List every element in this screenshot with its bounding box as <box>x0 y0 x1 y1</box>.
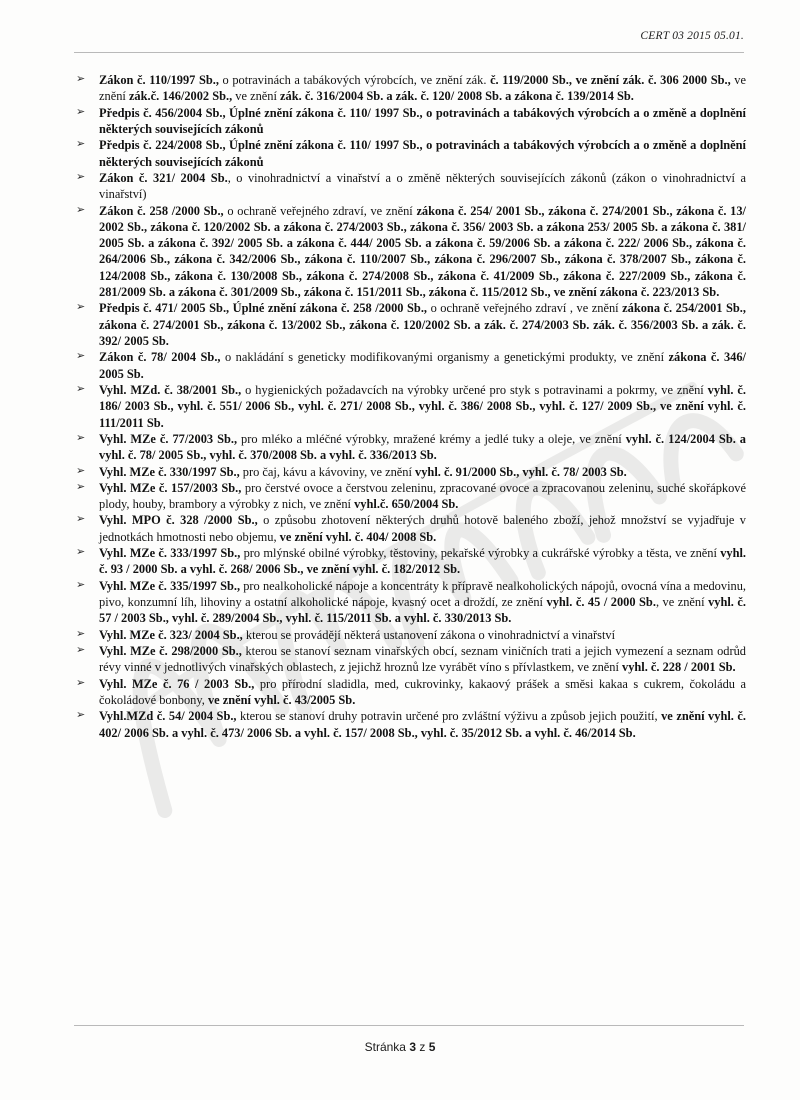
arrow-bullet-icon: ➢ <box>76 137 86 151</box>
list-item <box>74 480 746 513</box>
document-code: CERT 03 2015 05.01. <box>640 30 744 42</box>
arrow-bullet-icon: ➢ <box>76 577 86 591</box>
page-footer <box>0 1040 800 1054</box>
regulation-text: Vyhl. MPO č. 328 /2000 Sb., o způsobu zhotovení některých druhů hotově baleného zboží, jehož množství se vyjadřuje v jednotkách hmotnosti nebo objemu, ve znění vyhl. č. 404/ 2008 Sb. <box>99 513 746 544</box>
arrow-bullet-icon: ➢ <box>76 72 86 85</box>
regulation-text: Vyhl. MZd. č. 38/2001 Sb., o hygienických požadavcích na výrobky určené pro styk s potravinami a pokrmy, ve znění vyhl. č. 186/ 2003 Sb., vyhl. č. 551/ 2006 Sb., vyhl. č. 271/ 2008 Sb., vyhl. č. 386/ 2008 Sb., vyhl. č. 127/ 2009 Sb., ve znění vyhl. č. 111/2011 Sb. <box>99 382 746 430</box>
arrow-bullet-icon: ➢ <box>76 642 86 656</box>
footer-page-label: Stránka <box>364 1040 406 1054</box>
list-item <box>74 300 746 349</box>
arrow-bullet-icon: ➢ <box>76 169 86 183</box>
arrow-bullet-icon: ➢ <box>76 708 86 722</box>
regulation-text: Zákon č. 110/1997 Sb., o potravinách a tabákových výrobcích, ve znění zák. č. 119/2000 Sb., ve znění zák. č. 306 2000 Sb., ve znění zák.č. 146/2002 Sb., ve znění zák. č. 316/2004 Sb. a zák. č. 120/ 2008 Sb. a zákona č. 139/2014 Sb. <box>99 73 746 104</box>
list-item <box>74 708 746 741</box>
regulation-text: Zákon č. 321/ 2004 Sb., o vinohradnictví a vinařství a o změně některých souvisejících zákonů (zákon o vinohradnictví a vinařství) <box>99 170 746 202</box>
regulation-text: Předpis č. 471/ 2005 Sb., Úplné znění zákona č. 258 /2000 Sb., o ochraně veřejného zdraví , ve znění zákona č. 254/2001 Sb., zákona č. 274/2001 Sb., zákona č. 13/2002 Sb., zákona č. 120/2002 Sb. a zák. č. 274/2003 Sb. zák. č. 356/2003 Sb. a zák. č. 392/ 2005 Sb. <box>99 301 746 348</box>
regulation-text: Vyhl. MZe č. 298/2000 Sb., kterou se stanoví seznam vinařských obcí, seznam viničních trati a jejich vymezení a seznam odrůd révy vinné v jednotlivých vinařských oblastech, z jejichž hroznů lze vyrábět víno s přívlastkem, ve znění vyhl. č. 228 / 2001 Sb. <box>99 643 746 675</box>
header-divider <box>74 52 744 53</box>
list-item <box>74 431 746 464</box>
document-body <box>74 72 746 741</box>
list-item <box>74 545 746 578</box>
regulation-text: Vyhl. MZe č. 330/1997 Sb., pro čaj, kávu a kávoviny, ve znění vyhl. č. 91/2000 Sb., vyhl. č. 78/ 2003 Sb. <box>99 464 627 479</box>
regulation-text: Vyhl.MZd č. 54/ 2004 Sb., kterou se stanoví druhy potravin určené pro zvláštní výživu a způsob jejich použití, ve znění vyhl. č. 402/ 2006 Sb. a vyhl. č. 473/ 2006 Sb. a vyhl. č. 157/ 2008 Sb., vyhl. č. 35/2012 Sb. a vyhl. č. 46/2014 Sb. <box>99 709 746 740</box>
arrow-bullet-icon: ➢ <box>76 463 86 477</box>
regulation-text: Vyhl. MZe č. 76 / 2003 Sb., pro přírodní sladidla, med, cukrovinky, kakaový prášek a směsi kakaa s cukrem, čokoládu a čokoládové bonbony, ve znění vyhl. č. 43/2005 Sb. <box>99 676 747 707</box>
arrow-bullet-icon: ➢ <box>76 202 86 216</box>
regulations-list <box>74 72 746 741</box>
list-item <box>74 349 746 382</box>
document-header <box>74 30 744 42</box>
regulation-text: Zákon č. 78/ 2004 Sb., o nakládání s geneticky modifikovanými organismy a genetickými produkty, ve znění zákona č. 346/ 2005 Sb. <box>99 350 746 381</box>
list-item <box>74 643 746 676</box>
arrow-bullet-icon: ➢ <box>76 430 86 444</box>
regulation-text: Vyhl. MZe č. 323/ 2004 Sb., kterou se provádějí některá ustanovení zákona o vinohradnictví a vinařství <box>99 627 616 642</box>
arrow-bullet-icon: ➢ <box>76 545 86 559</box>
footer-page-number: 3 <box>409 1040 416 1054</box>
list-item <box>74 382 746 431</box>
list-item <box>74 137 746 170</box>
list-item <box>74 170 746 203</box>
regulation-text: Vyhl. MZe č. 333/1997 Sb., pro mlýnské obilné výrobky, těstoviny, pekařské výrobky a cukrářské výrobky a těsta, ve znění vyhl. č. 93 / 2000 Sb. a vyhl. č. 268/ 2006 Sb., ve znění vyhl. č. 182/2012 Sb. <box>99 546 747 577</box>
list-item <box>74 203 746 301</box>
footer-divider <box>74 1025 744 1026</box>
list-item <box>74 105 746 138</box>
arrow-bullet-icon: ➢ <box>76 381 86 395</box>
list-item <box>74 676 746 709</box>
regulation-text: Vyhl. MZe č. 77/2003 Sb., pro mléko a mléčné výrobky, mražené krémy a jedlé tuky a oleje, ve znění vyhl. č. 124/2004 Sb. a vyhl. č. 78/ 2005 Sb., vyhl. č. 370/2008 Sb. a vyhl. č. 336/2013 Sb. <box>99 431 746 463</box>
regulation-text: Zákon č. 258 /2000 Sb., o ochraně veřejného zdraví, ve znění zákona č. 254/ 2001 Sb., zákona č. 274/2001 Sb., zákona č. 13/ 2002 Sb., zákona č. 120/2002 Sb. a zákona č. 274/2003 Sb., zákona č. 356/ 2003 Sb. a zákona 253/ 2005 Sb. a zákona č. 381/ 2005 Sb. a zákona č. 392/ 2005 Sb. a zákona č. 444/ 2005 Sb. a zákona č. 59/2006 Sb. a zákona č. 222/ 2006 Sb., zákona č. 264/2006 Sb., zákona č. 342/2006 Sb., zákona č. 110/2007 Sb., zákona č. 296/2007 Sb., zákona č. 378/2007 Sb., zákona č. 124/2008 Sb., zákona č. 130/2008 Sb., zákona č. 274/2008 Sb., zákona č. 41/2009 Sb., zákona č. 227/2009 Sb., zákona č. 281/2009 Sb. a zákona č. 301/2009 Sb., zákona č. 151/2011 Sb., zákona č. 115/2012 Sb., ve znění zákona č. 223/2013 Sb. <box>99 203 746 300</box>
list-item <box>74 72 746 105</box>
arrow-bullet-icon: ➢ <box>76 104 86 118</box>
regulation-text: Vyhl. MZe č. 335/1997 Sb., pro nealkoholické nápoje a koncentráty k přípravě nealkoholických nápojů, ovocná vína a medovinu, pivo, konzumní líh, lihoviny a ostatní alkoholické nápoje, kvasný ocet a droždí, ze znění vyhl. č. 45 / 2000 Sb., ve znění vyhl. č. 57 / 2003 Sb., vyhl. č. 289/2004 Sb., vyhl. č. 115/2011 Sb. a vyhl. č. 330/2013 Sb. <box>99 578 747 626</box>
arrow-bullet-icon: ➢ <box>76 300 86 314</box>
footer-page-total: 5 <box>428 1040 436 1054</box>
list-item <box>74 627 746 643</box>
arrow-bullet-icon: ➢ <box>76 626 86 640</box>
list-item <box>74 512 746 545</box>
list-item <box>74 464 746 480</box>
arrow-bullet-icon: ➢ <box>76 479 86 493</box>
arrow-bullet-icon: ➢ <box>76 675 86 689</box>
arrow-bullet-icon: ➢ <box>76 349 86 363</box>
footer-page-of: z <box>419 1040 426 1054</box>
regulation-text: Předpis č. 456/2004 Sb., Úplné znění zákona č. 110/ 1997 Sb., o potravinách a tabákových výrobcích a o změně a doplnění některých souvisejících zákonů <box>99 105 746 136</box>
regulation-text: Vyhl. MZe č. 157/2003 Sb., pro čerstvé ovoce a čerstvou zeleninu, zpracované ovoce a zpracovanou zeleninu, suché skořápkové plody, houby, brambory a výrobky z nich, ve znění vyhl.č. 650/2004 Sb. <box>99 480 747 512</box>
arrow-bullet-icon: ➢ <box>76 512 86 526</box>
regulation-text: Předpis č. 224/2008 Sb., Úplné znění zákona č. 110/ 1997 Sb., o potravinách a tabákových výrobcích a o změně a doplnění některých souvisejících zákonů <box>99 138 746 169</box>
list-item <box>74 578 746 627</box>
